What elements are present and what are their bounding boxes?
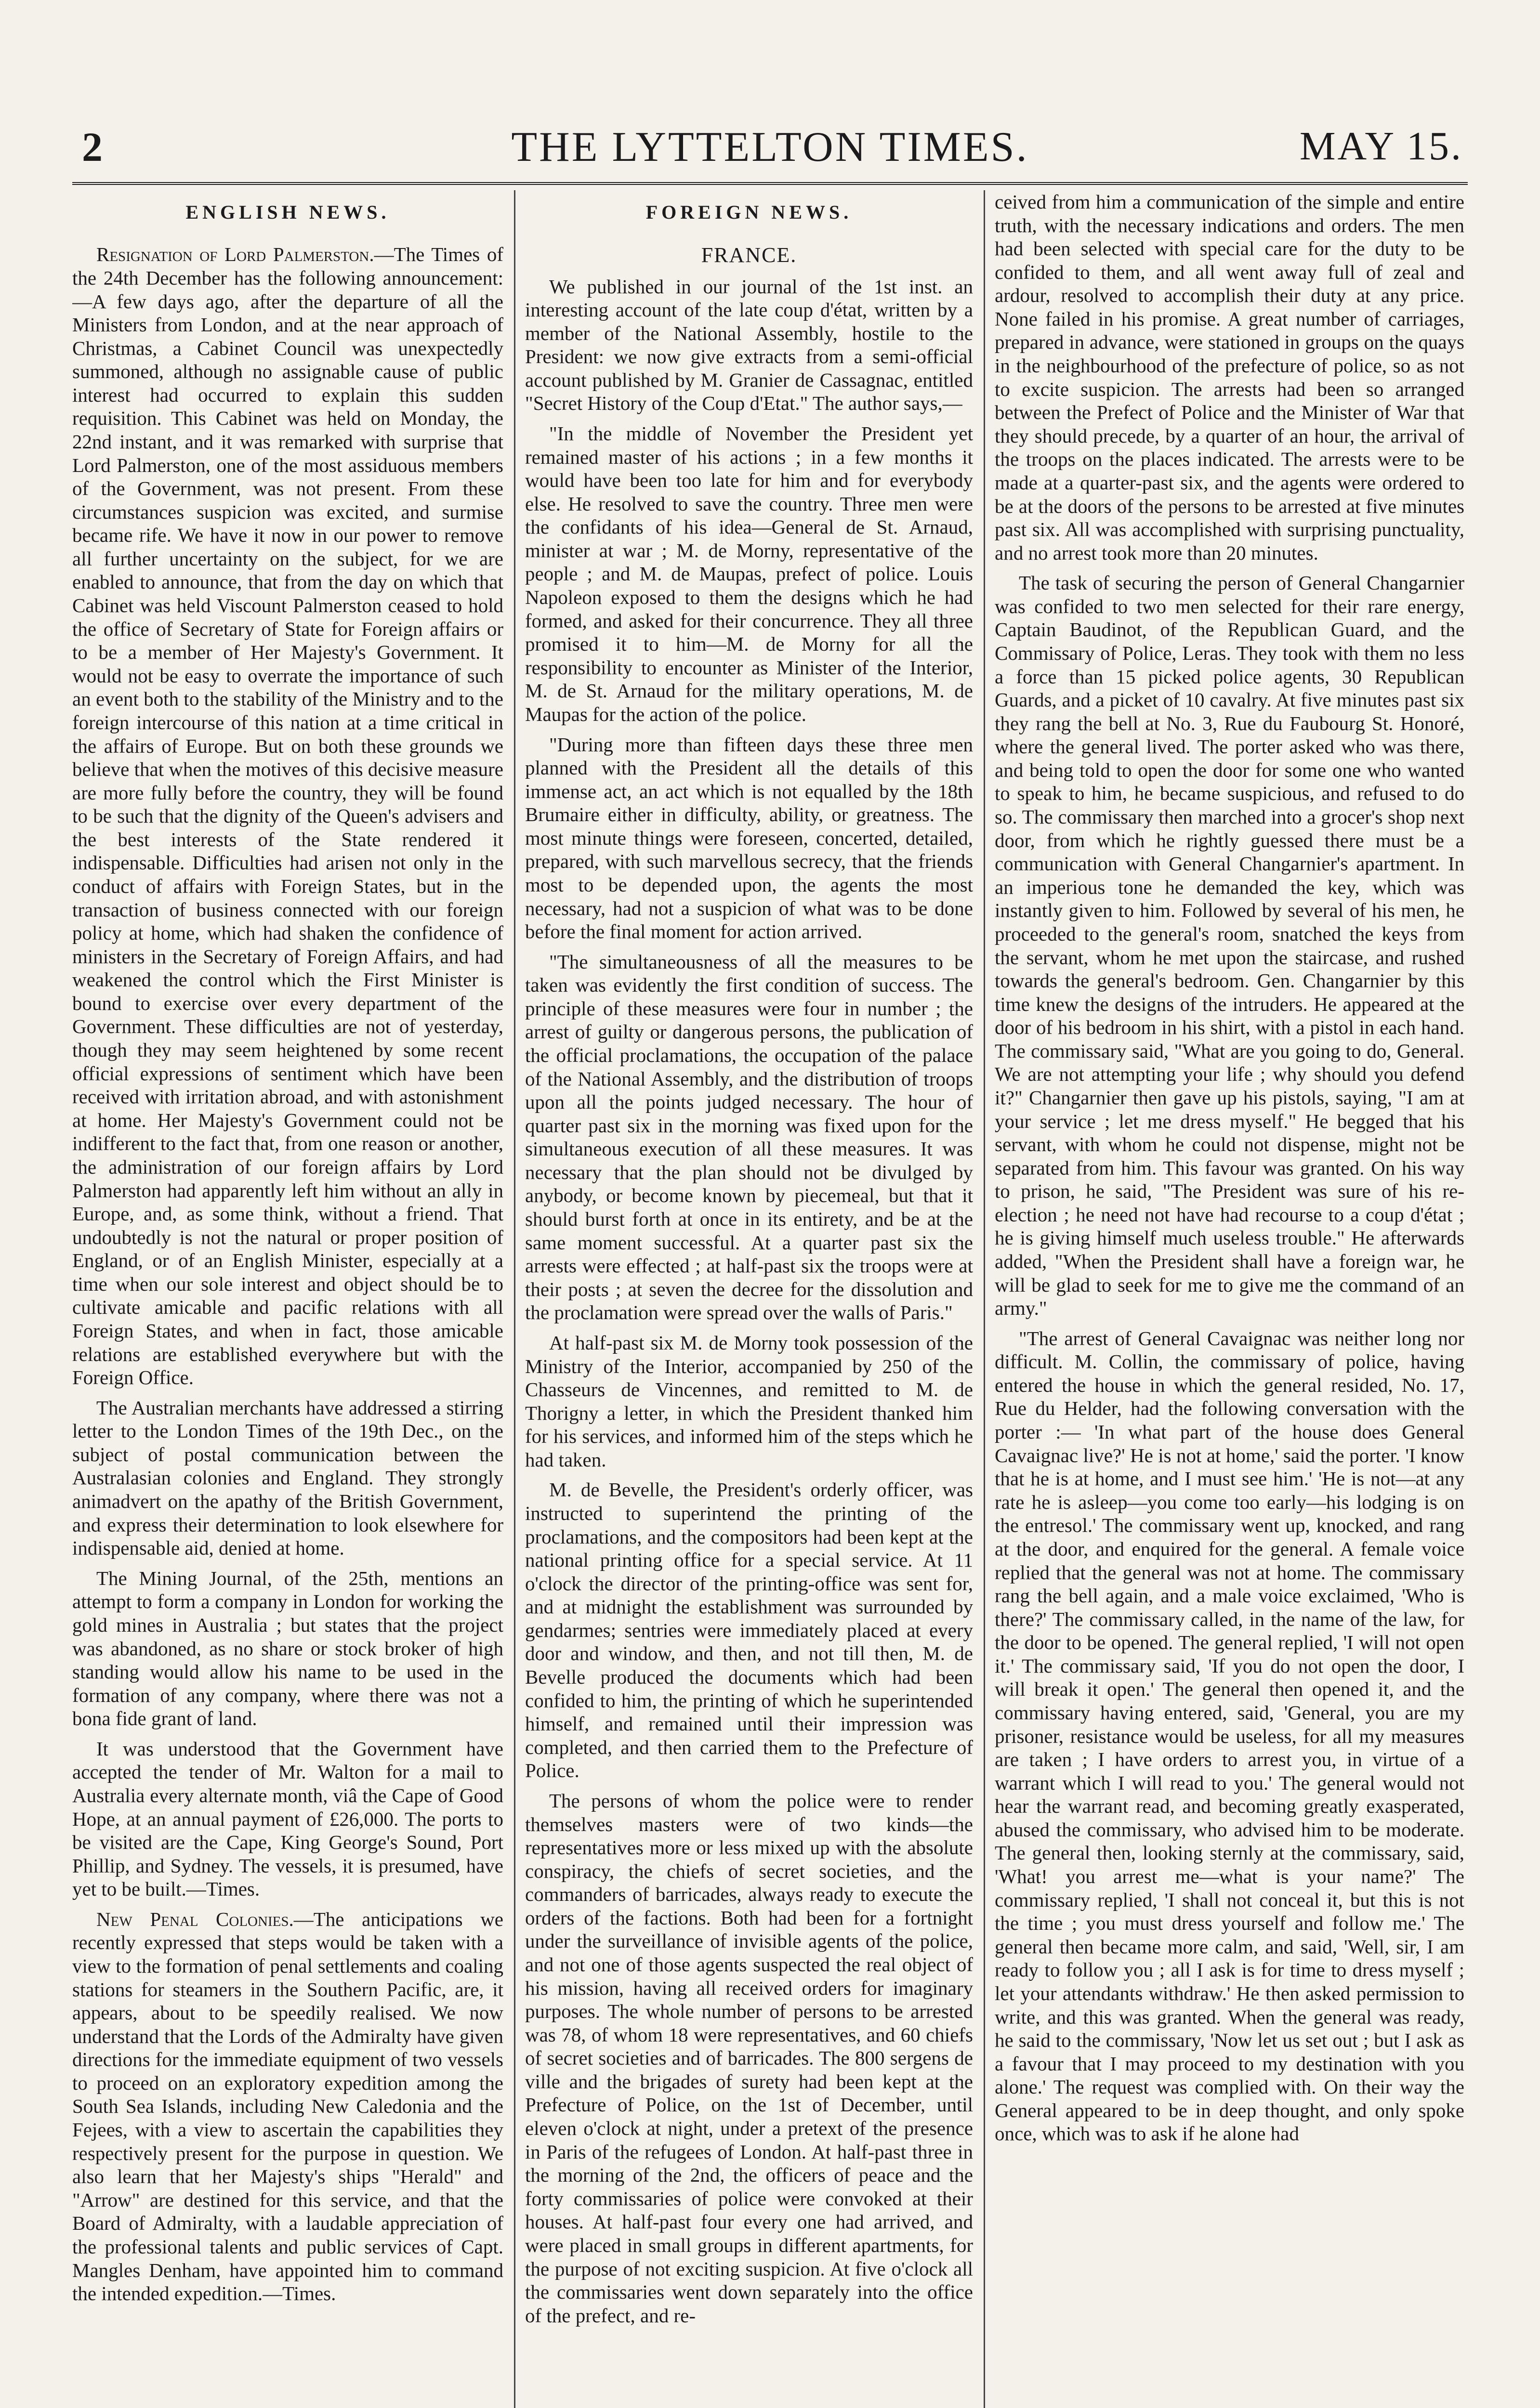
article-paragraph: The Mining Journal, of the 25th, mentions an attempt to form a company in London for working the gold mines in Australia ; but states that the project was abandoned, as no share or stock broker of high standing would allow his name to be used in the formation of any company, where there was not a bona fide grant of land. <box>72 1567 503 1730</box>
newspaper-title: THE LYTTELTON TIMES. <box>511 124 1029 170</box>
column-france-continued <box>995 190 1464 2408</box>
article-paragraph: "In the middle of November the President yet remained master of his actions ; in a few months it would have been too late for him and for everybody else. He resolved to save the country. Three men were the confidants of his idea—General de St. Arnaud, minister at war ; M. de Morny, representative of the people ; and M. de Maupas, prefect of police. Louis Napoleon exposed to them the designs which he had formed, and asked for their concurrence. They all three promised it to him—M. de Morny for all the responsibility to encounter as Minister of the Interior, M. de St. Arnaud for the military operations, M. de Maupas for the action of the police. <box>525 422 973 725</box>
column-foreign-news <box>525 190 973 2408</box>
article-paragraph: It was understood that the Government have accepted the tender of Mr. Walton for a mail to Australia every alternate month, viâ the Cape of Good Hope, at an annual payment of £26,000. The ports to be visited are the Cape, King George's Sound, Port Phillip, and Sydney. The vessels, it is presumed, have yet to be built.—Times. <box>72 1737 503 1900</box>
section-title-english-news: ENGLISH NEWS. <box>185 201 390 223</box>
paragraph-text: —The anticipations we recently expressed that steps would be taken with a view to the formation of penal settlements and coaling stations for steamers in the Southern Pacific, are, it appears, about to be speedily realised. We now understand that the Lords of the Admiralty have given directions for the immediate equipment of two vessels to proceed on an exploratory expedition among the South Sea Islands, including New Caledonia and the Fejees, with a view to ascertain the capabilities they respectively present for the purpose in question. We also learn that her Majesty's ships "Herald" and "Arrow" are destined for this service, and that the Board of Admiralty, with a laudable appreciation of the professional talents and public services of Capt. Mangles Denham, have appointed him to command the intended expedition.—Times. <box>72 1908 503 2305</box>
article-paragraph: ceived from him a communication of the simple and entire truth, with the necessary indications and orders. The men had been selected with special care for the duty to be confided to them, and all went away full of zeal and ardour, resolved to accomplish their duty at any price. None failed in his promise. A great number of carriages, prepared in advance, were stationed in groups on the quays in the neighbourhood of the prefecture of police, so as not to excite suspicion. The arrests had been so arranged between the Prefect of Police and the Minister of War that they should precede, by a quarter of an hour, the arrival of the troops on the places indicated. The arrests were to be made at a quarter-past six, and the agents were ordered to be at the doors of the persons to be arrested at five minutes past six. All was accomplished with surprising punctuality, and no arrest took more than 20 minutes. <box>995 191 1464 564</box>
page-number: 2 <box>82 124 103 170</box>
article-paragraph: M. de Bevelle, the President's orderly officer, was instructed to superintend the printing of the proclamations, and the compositors had been kept at the national printing office for a special service. At 11 o'clock the director of the printing-office was sent for, and at midnight the establishment was surrounded by gendarmes; sentries were immediately placed at every door and window, and then, and not till then, M. de Bevelle produced the documents which had been confided to him, the printing of which he superintended himself, and remained until their impression was completed, and then carried them to the Prefecture of Police. <box>525 1479 973 1782</box>
paragraph-lead: New Penal Colonies. <box>96 1908 294 1930</box>
article-paragraph: At half-past six M. de Morny took possession of the Ministry of the Interior, accompanied by 250 of the Chasseurs de Vincennes, and remitted to M. de Thorigny a letter, in which the President thanked him for his services, and informed him of the steps which he had taken. <box>525 1331 973 1471</box>
section-title-foreign-news: FOREIGN NEWS. <box>645 201 853 223</box>
subsection-title-france: FRANCE. <box>701 243 797 267</box>
article-paragraph: "During more than fifteen days these three men planned with the President all the details of this immense act, an act which is not equalled by the 18th Brumaire either in difficulty, ability, or greatness. The most minute things were foreseen, concerted, detailed, prepared, with such marvellous secrecy, that the friends most to be depended upon, the agents the most necessary, had not a suspicion of what was to be done before the final moment for action arrived. <box>525 733 973 943</box>
issue-date: MAY 15. <box>1299 124 1463 169</box>
column-divider <box>514 190 515 2408</box>
article-paragraph <box>72 243 503 1389</box>
article-paragraph: "The arrest of General Cavaignac was neither long nor difficult. M. Collin, the commissary of police, having entered the house in which the general resided, No. 17, Rue du Helder, had the following conversation with the porter :— 'In what part of the house does General Cavaignac live?' He is not at home,' said the porter. 'I know that he is at home, and I must see him.' 'He is not—at any rate he is asleep—you come too early—his lodging is on the entresol.' The commissary went up, knocked, and rang at the door, and enquired for the general. A female voice replied that the general was not at home. The commissary rang the bell again, and a male voice exclaimed, 'Who is there?' The commissary called, in the name of the law, for the door to be opened. The general replied, 'I will not open it.' The commissary said, 'If you do not open the door, I will break it open.' The general then opened it, and the commissary having entered, said, 'General, you are my prisoner, resistance would be useless, for all my measures are taken ; I have orders to arrest you, in virtue of a warrant which I will read to you.' The general would not hear the warrant read, and becoming greatly exasperated, abused the commissary, who advised him to be moderate. The general then, looking sternly at the commissary, said, 'What! you arrest me—what is your name?' The commissary replied, 'I shall not conceal it, but this is not the time ; you must dress yourself and follow me.' The general then became more calm, and said, 'Well, sir, I am ready to follow you ; all I ask is for time to dress myself ; let your attendants withdraw.' He then asked permission to write, and this was granted. When the general was ready, he said to the commissary, 'Now let us set out ; but I ask as a favour that I may proceed to my destination with you alone.' The request was complied with. On their way the General appeared to be in deep thought, and only spoke once, which was to ask if he alone had <box>995 1327 1464 2145</box>
article-paragraph: We published in our journal of the 1st inst. an interesting account of the late coup d'état, written by a member of the National Assembly, hostile to the President: we now give extracts from a semi-official account published by M. Granier de Cassagnac, entitled "Secret History of the Coup d'Etat." The author says,— <box>525 275 973 415</box>
column-divider <box>984 190 985 2408</box>
column-english-news <box>72 190 503 2408</box>
article-paragraph: The Australian merchants have addressed a stirring letter to the London Times of the 19th Dec., on the subject of postal communication between the Australasian colonies and England. They strongly animadvert on the apathy of the British Government, and express their determination to look elsewhere for indispensable aid, denied at home. <box>72 1396 503 1559</box>
paragraph-lead: Resignation of Lord Palmerston. <box>96 243 374 266</box>
article-paragraph <box>72 1908 503 2305</box>
masthead-rule <box>72 182 1468 185</box>
article-paragraph: The task of securing the person of General Changarnier was confided to two men selected for their rare energy, Captain Baudinot, of the Republican Guard, and the Commissary of Police, Leras. They took with them no less a force than 15 picked police agents, 30 Republican Guards, and a picket of 10 cavalry. At five minutes past six they rang the bell at No. 3, Rue du Faubourg St. Honoré, where the general lived. The porter asked who was there, and being told to open the door for some one who wanted to speak to him, he became suspicious, and refused to do so. The commissary then marched into a grocer's shop next door, from which he rightly guessed there must be a communication with General Changarnier's apartment. In an imperious tone he demanded the key, which was instantly given to him. Followed by several of his men, he proceeded to the general's room, snatched the keys from the servant, whom he met upon the staircase, and rushed towards the general's bedroom. Gen. Changarnier by this time knew the designs of the intruders. He appeared at the door of his bedroom in his shirt, with a pistol in each hand. The commissary said, "What are you going to do, General. We are not attempting your life ; why should you defend it?" Changarnier then gave up his pistols, saying, "I am at your service ; let me dress myself." He begged that his servant, with whom he could not dispense, might not be separated from him. This favour was granted. On his way to prison, he said, "The President was sure of his re-election ; he need not have had recourse to a coup d'état ; he is giving himself much useless trouble." He afterwards added, "When the President shall have a foreign war, he will be glad to seek for me to give me the command of an army." <box>995 572 1464 1320</box>
article-paragraph: The persons of whom the police were to render themselves masters were of two kinds—the representatives more or less mixed up with the absolute conspiracy, the chiefs of secret societies, and the commanders of barricades, always ready to execute the orders of the factions. Both had been for a fortnight under the surveillance of invisible agents of the police, and not one of those agents suspected the real object of his mission, having all received orders for imaginary purposes. The whole number of persons to be arrested was 78, of whom 18 were representatives, and 60 chiefs of secret societies and of barricades. The 800 sergens de ville and the brigades of surety had been kept at the Prefecture of Police, on the 1st of December, until eleven o'clock at night, under a pretext of the presence in Paris of the refugees of London. At half-past three in the morning of the 2nd, the officers of peace and the forty commissaries of police were convoked at their houses. At half-past four every one had arrived, and were placed in small groups in different apartments, for the purpose of not exciting suspicion. At five o'clock all the commissaries went down separately into the office of the prefect, and re- <box>525 1789 973 2327</box>
paragraph-text: —The Times of the 24th December has the following announcement:—A few days ago, after the departure of all the Ministers from London, and at the near approach of Christmas, a Cabinet Council was unexpectedly summoned, although no assignable cause of public interest had occurred to explain this sudden requisition. This Cabinet was held on Monday, the 22nd instant, and it was remarked with surprise that Lord Palmerston, one of the most assiduous members of the Government, was not present. From these circumstances suspicion was excited, and surmise became rife. We have it now in our power to remove all further uncertainty on the subject, for we are enabled to announce, that from the day on which that Cabinet was held Viscount Palmerston ceased to hold the office of Secretary of State for Foreign affairs or to be a member of Her Majesty's Government. It would not be easy to overrate the importance of such an event both to the stability of the Ministry and to the foreign intercourse of this nation at a time critical in the affairs of Europe. But on both these grounds we believe that when the motives of this decisive measure are more fully before the country, they will be found to be such that the dignity of the Queen's advisers and the best interests of the State rendered it indispensable. Difficulties had arisen not only in the conduct of affairs with Foreign States, but in the transaction of business connected with our foreign policy at home, which had shaken the confidence of ministers in the Secretary of Foreign Affairs, and had weakened the control which the First Minister is bound to exercise over every department of the Government. These difficulties are not of yesterday, though they may seem heightened by some recent official expressions of sentiment which have been received with irritation abroad, and with astonishment at home. Her Majesty's Government could not be indifferent to the fact that, from one reason or another, the administration of our foreign affairs by Lord Palmerston had apparently left him without an ally in Europe, and, as some think, without a friend. That undoubtedly is not the natural or proper position of England, or of an English Minister, especially at a time when our sole interest and object should be to cultivate amicable and pacific relations with all Foreign States, and when in fact, those amicable relations are established everywhere but with the Foreign Office. <box>72 243 503 1389</box>
masthead <box>72 123 1468 181</box>
article-paragraph: "The simultaneousness of all the measures to be taken was evidently the first condition of success. The principle of these measures were four in number ; the arrest of guilty or dangerous persons, the publication of the official proclamations, the occupation of the palace of the National Assembly, and the distribution of troops upon all the points judged necessary. The hour of quarter past six in the morning was fixed upon for the simultaneous execution of all these measures. It was necessary that the plan should not be divulged by anybody, or become known by piecemeal, but that it should burst forth at once in its entirety, and be at the same moment successful. At a quarter past six the arrests were effected ; at half-past six the troops were at their posts ; at seven the decree for the dissolution and the proclamation were spread over the walls of Paris." <box>525 950 973 1324</box>
